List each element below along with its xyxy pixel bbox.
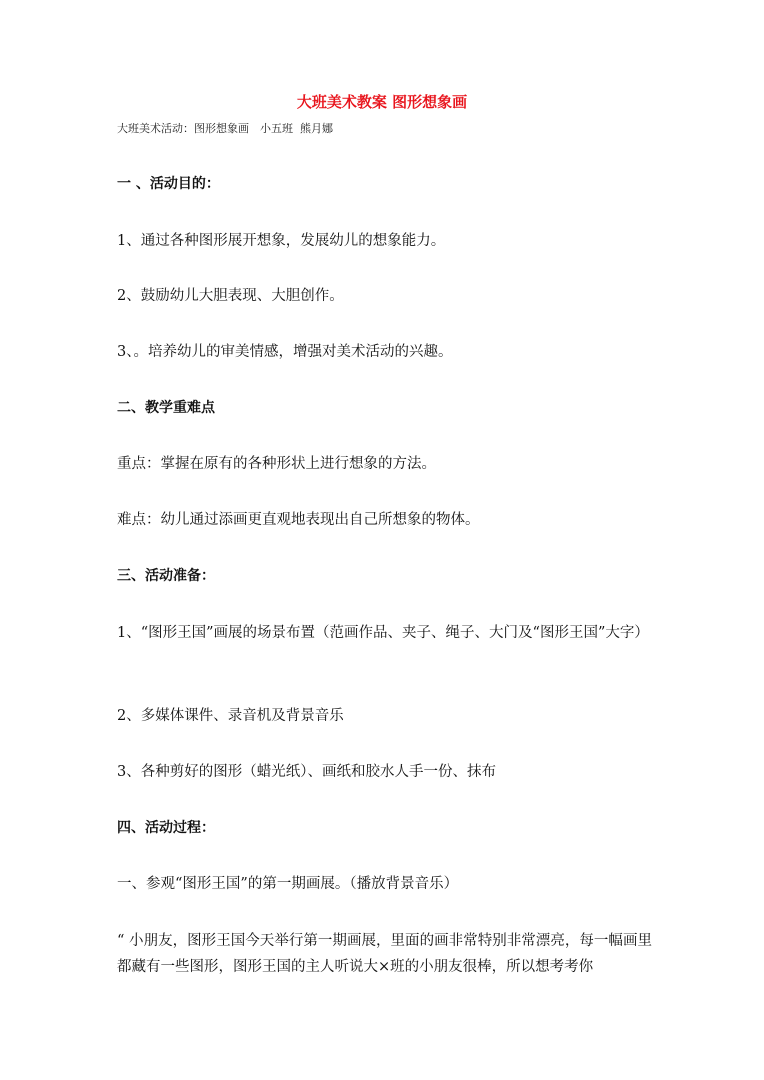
process-step-1: 一、参观“图形王国”的第一期画展。（播放背景音乐） [117,876,459,892]
goal-item-1: 1、通过各种图形展开想象，发展幼儿的想象能力。 [117,233,446,249]
goal-item-3: 3、。培养幼儿的审美情感，增强对美术活动的兴趣。 [117,344,453,360]
goal-item-2: 2、鼓励幼儿大胆表现、大胆创作。 [117,288,344,304]
document-subtitle: 大班美术活动：图形想象画 小五班 熊月娜 [117,122,333,135]
section-heading-goals: 一 、活动目的： [117,176,220,192]
section-heading-process: 四、活动过程： [117,820,215,836]
preparation-item-3: 3、各种剪好的图形（蜡光纸）、画纸和胶水人手一份、抹布 [117,764,496,780]
preparation-item-2: 2、多媒体课件、录音机及背景音乐 [117,708,344,724]
process-paragraph: “ 小朋友，图形王国今天举行第一期画展，里面的画非常特别非常漂亮，每一幅画里都藏有一些图形，图形王国的主人听说大×班的小朋友很棒，所以想考考你 [117,933,652,975]
section-heading-key-points: 二、教学重难点 [117,400,215,416]
section-heading-preparation: 三、活动准备： [117,568,215,584]
difficulty-text: 难点：幼儿通过添画更直观地表现出自己所想象的物体。 [117,512,480,528]
document-title: 大班美术教案 图形想象画 [296,93,468,111]
key-point-text: 重点：掌握在原有的各种形状上进行想象的方法。 [117,456,436,472]
preparation-item-1: 1、“图形王国”画展的场景布置（范画作品、夹子、绳子、大门及“图形王国”大字） [117,625,649,641]
